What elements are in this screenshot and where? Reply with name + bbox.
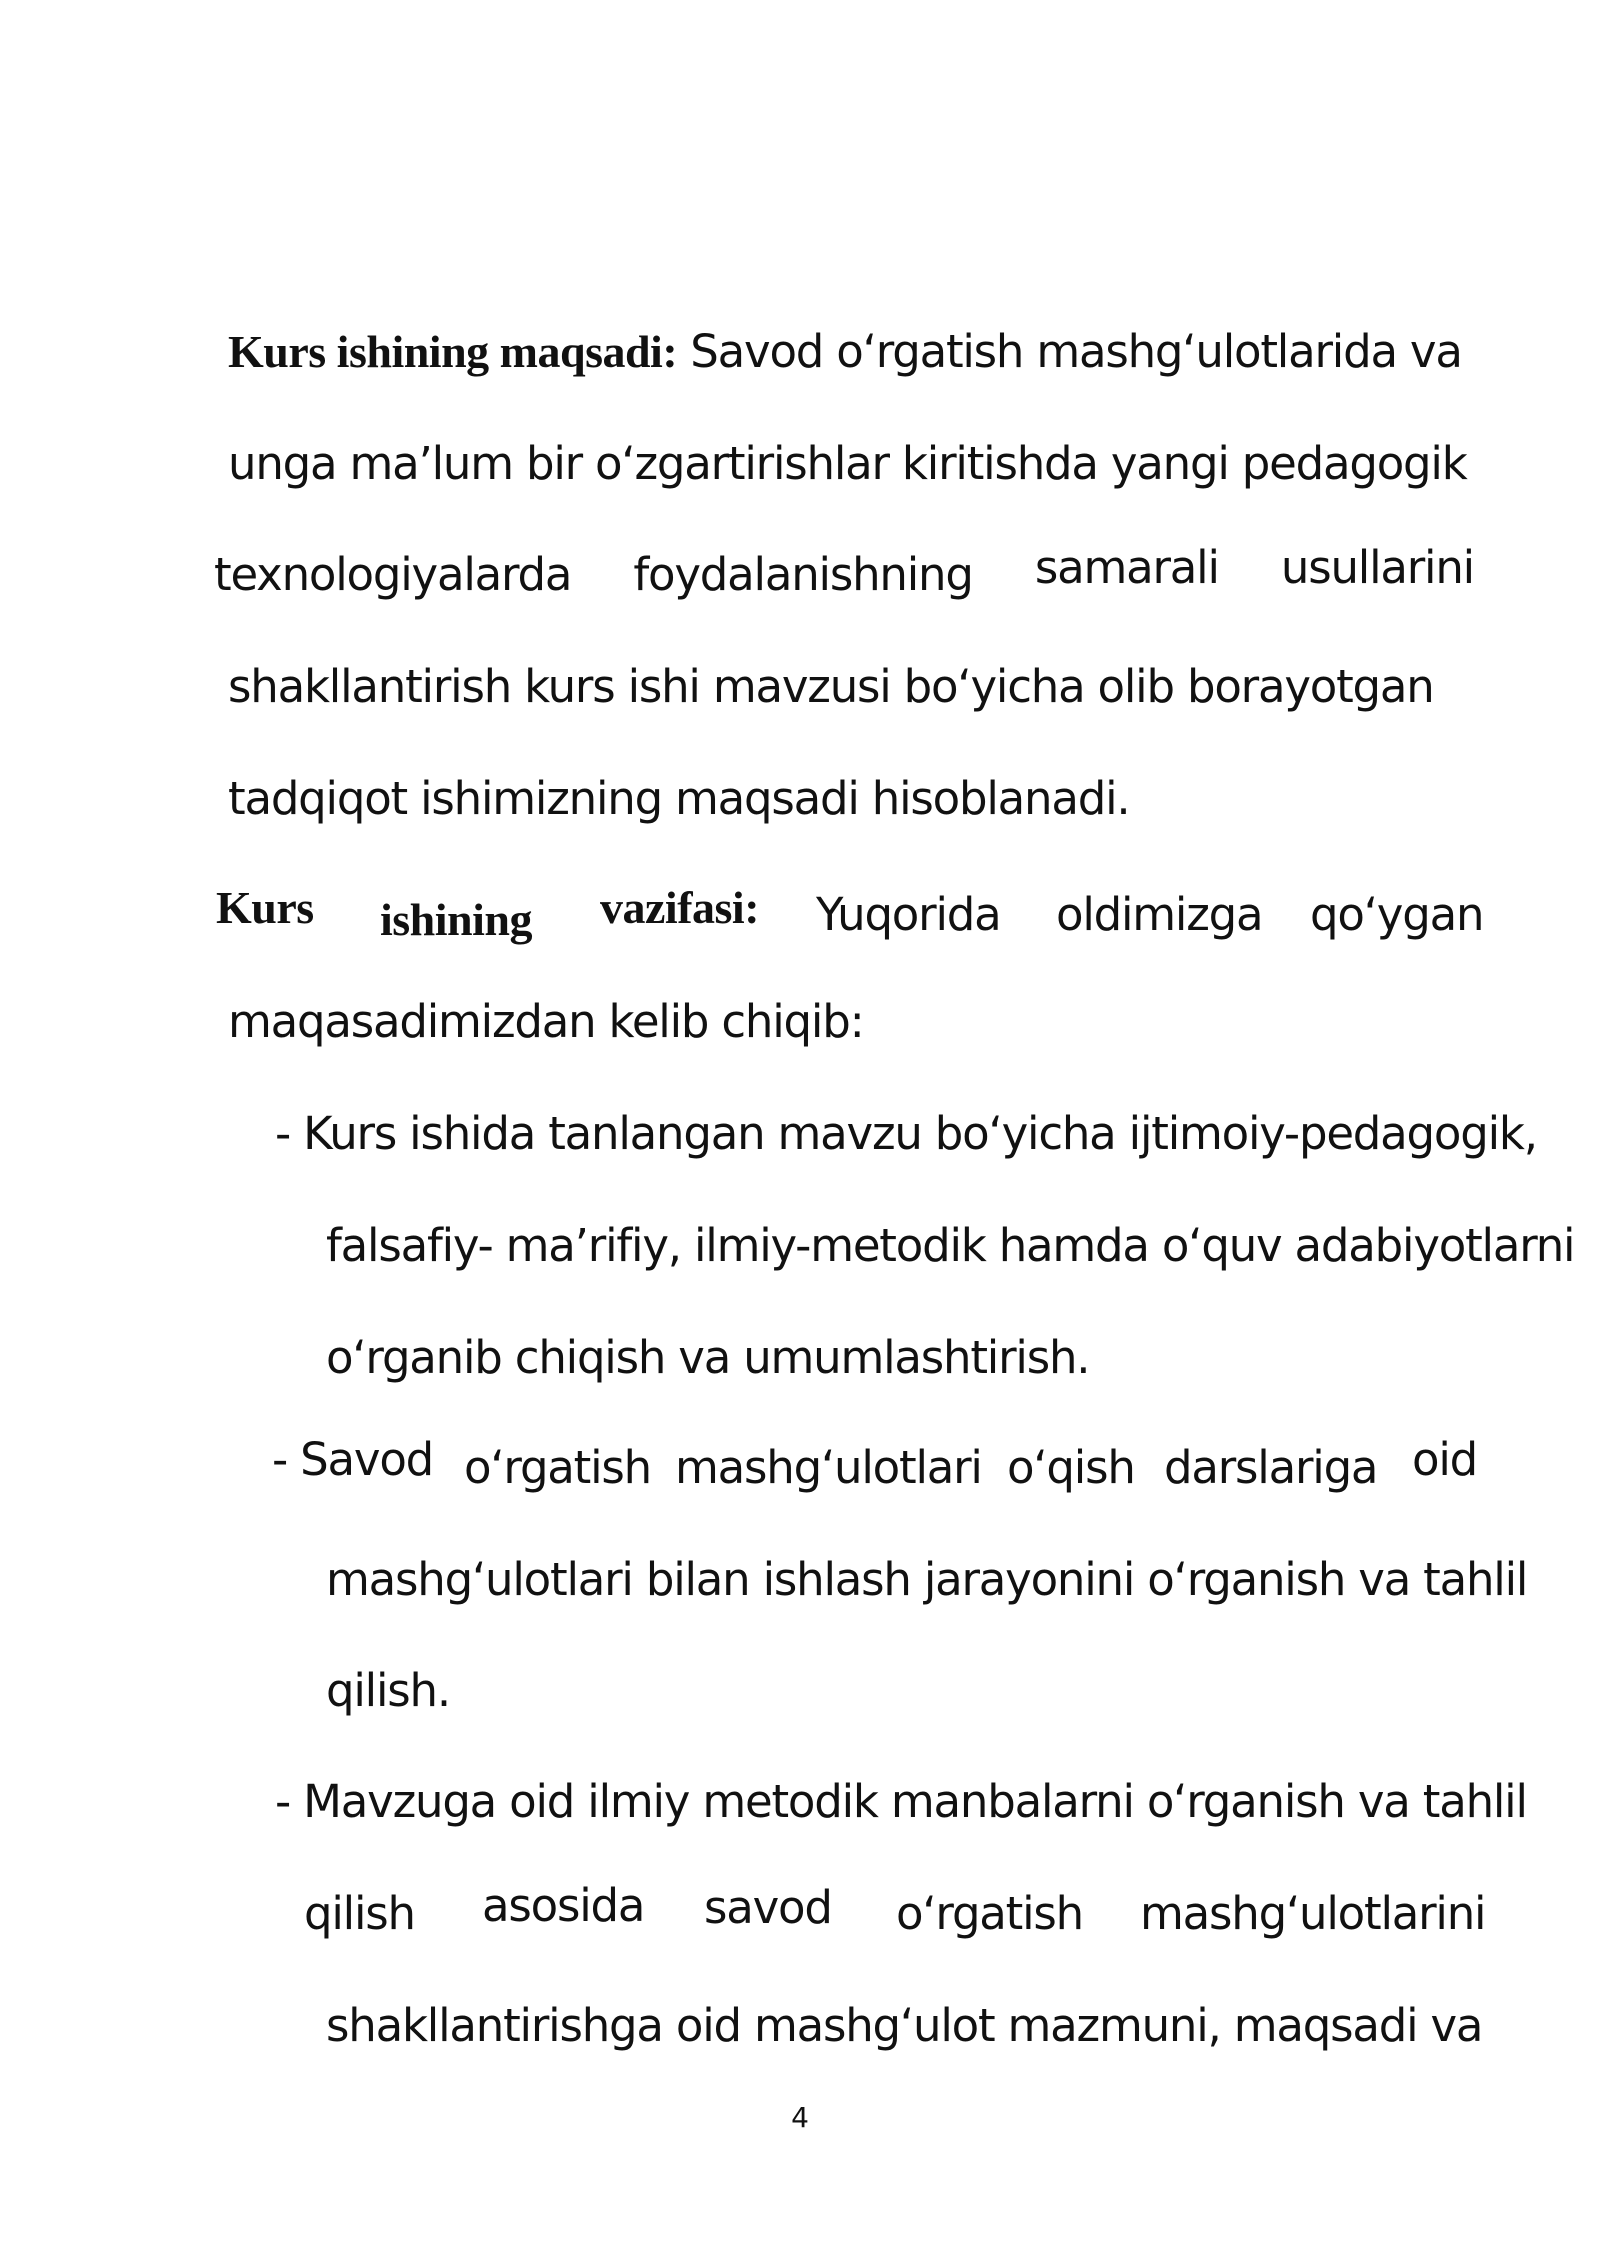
goal-line-1 (228, 322, 1462, 382)
tasks-intro-word: Yuqorida (816, 888, 1001, 941)
task-item-2-word: - Savod (272, 1433, 434, 1486)
goal-line-5: tadqiqot ishimizning maqsadi hisoblanadi. (228, 772, 1130, 825)
goal-line-3 (214, 541, 1474, 605)
goal-word: texnologiyalarda (214, 548, 572, 601)
goal-label: Kurs ishining maqsadi: (228, 326, 678, 377)
goal-word: samarali (1034, 541, 1219, 594)
task-item-3-word: mashg‘ulotlarini (1140, 1887, 1486, 1940)
goal-word: usullarini (1280, 541, 1474, 594)
task-item-2-word: oid (1412, 1433, 1477, 1486)
task-item-2-line-2: mashg‘ulotlari bilan ishlash jarayonini o‘rganish va tahlil (326, 1553, 1528, 1606)
task-item-3-line-1: - Mavzuga oid ilmiy metodik manbalarni o‘rganish va tahlil (275, 1775, 1527, 1828)
task-item-2-word: o‘rgatish (464, 1441, 651, 1494)
tasks-intro-word: oldimizga (1056, 888, 1263, 941)
task-item-3-word: qilish (304, 1887, 415, 1940)
task-item-3-word: o‘rgatish (896, 1887, 1083, 1940)
goal-line-2: unga ma’lum bir o‘zgartirishlar kiritishda yangi pedagogik (228, 437, 1467, 490)
task-item-3-line-3: shakllantirishga oid mashg‘ulot mazmuni, maqsadi va (326, 1999, 1483, 2052)
goal-word: foydalanishning (633, 548, 973, 601)
tasks-intro-word: qo‘ygan (1310, 888, 1484, 941)
task-item-3-word: asosida (482, 1879, 645, 1932)
task-item-3-word: savod (704, 1881, 832, 1934)
task-item-2-word: o‘qish (1007, 1441, 1135, 1494)
goal-line-4: shakllantirish kurs ishi mavzusi bo‘yicha olib borayotgan (228, 660, 1434, 713)
tasks-label-word: vazifasi: (600, 882, 760, 933)
task-item-2-word: mashg‘ulotlari (675, 1441, 982, 1494)
tasks-intro-line-2: maqasadimizdan kelib chiqib: (228, 995, 864, 1048)
task-item-1-line-3: o‘rganib chiqish va umumlashtirish. (326, 1331, 1090, 1384)
task-item-2-line-3: qilish. (326, 1664, 450, 1717)
task-item-1-line-1: - Kurs ishida tanlangan mavzu bo‘yicha ijtimoiy-pedagogik, (275, 1107, 1537, 1160)
goal-line-1-text: Savod o‘rgatish mashg‘ulotlarida va (690, 325, 1462, 378)
page-number: 4 (791, 2101, 809, 2134)
tasks-label-word: Kurs (216, 882, 314, 933)
task-item-1-line-2: falsafiy- ma’rifiy, ilmiy-metodik hamda o‘quv adabiyotlarni (326, 1219, 1575, 1272)
task-item-2-word: darslariga (1164, 1441, 1378, 1494)
tasks-label-word: ishining (380, 894, 532, 945)
